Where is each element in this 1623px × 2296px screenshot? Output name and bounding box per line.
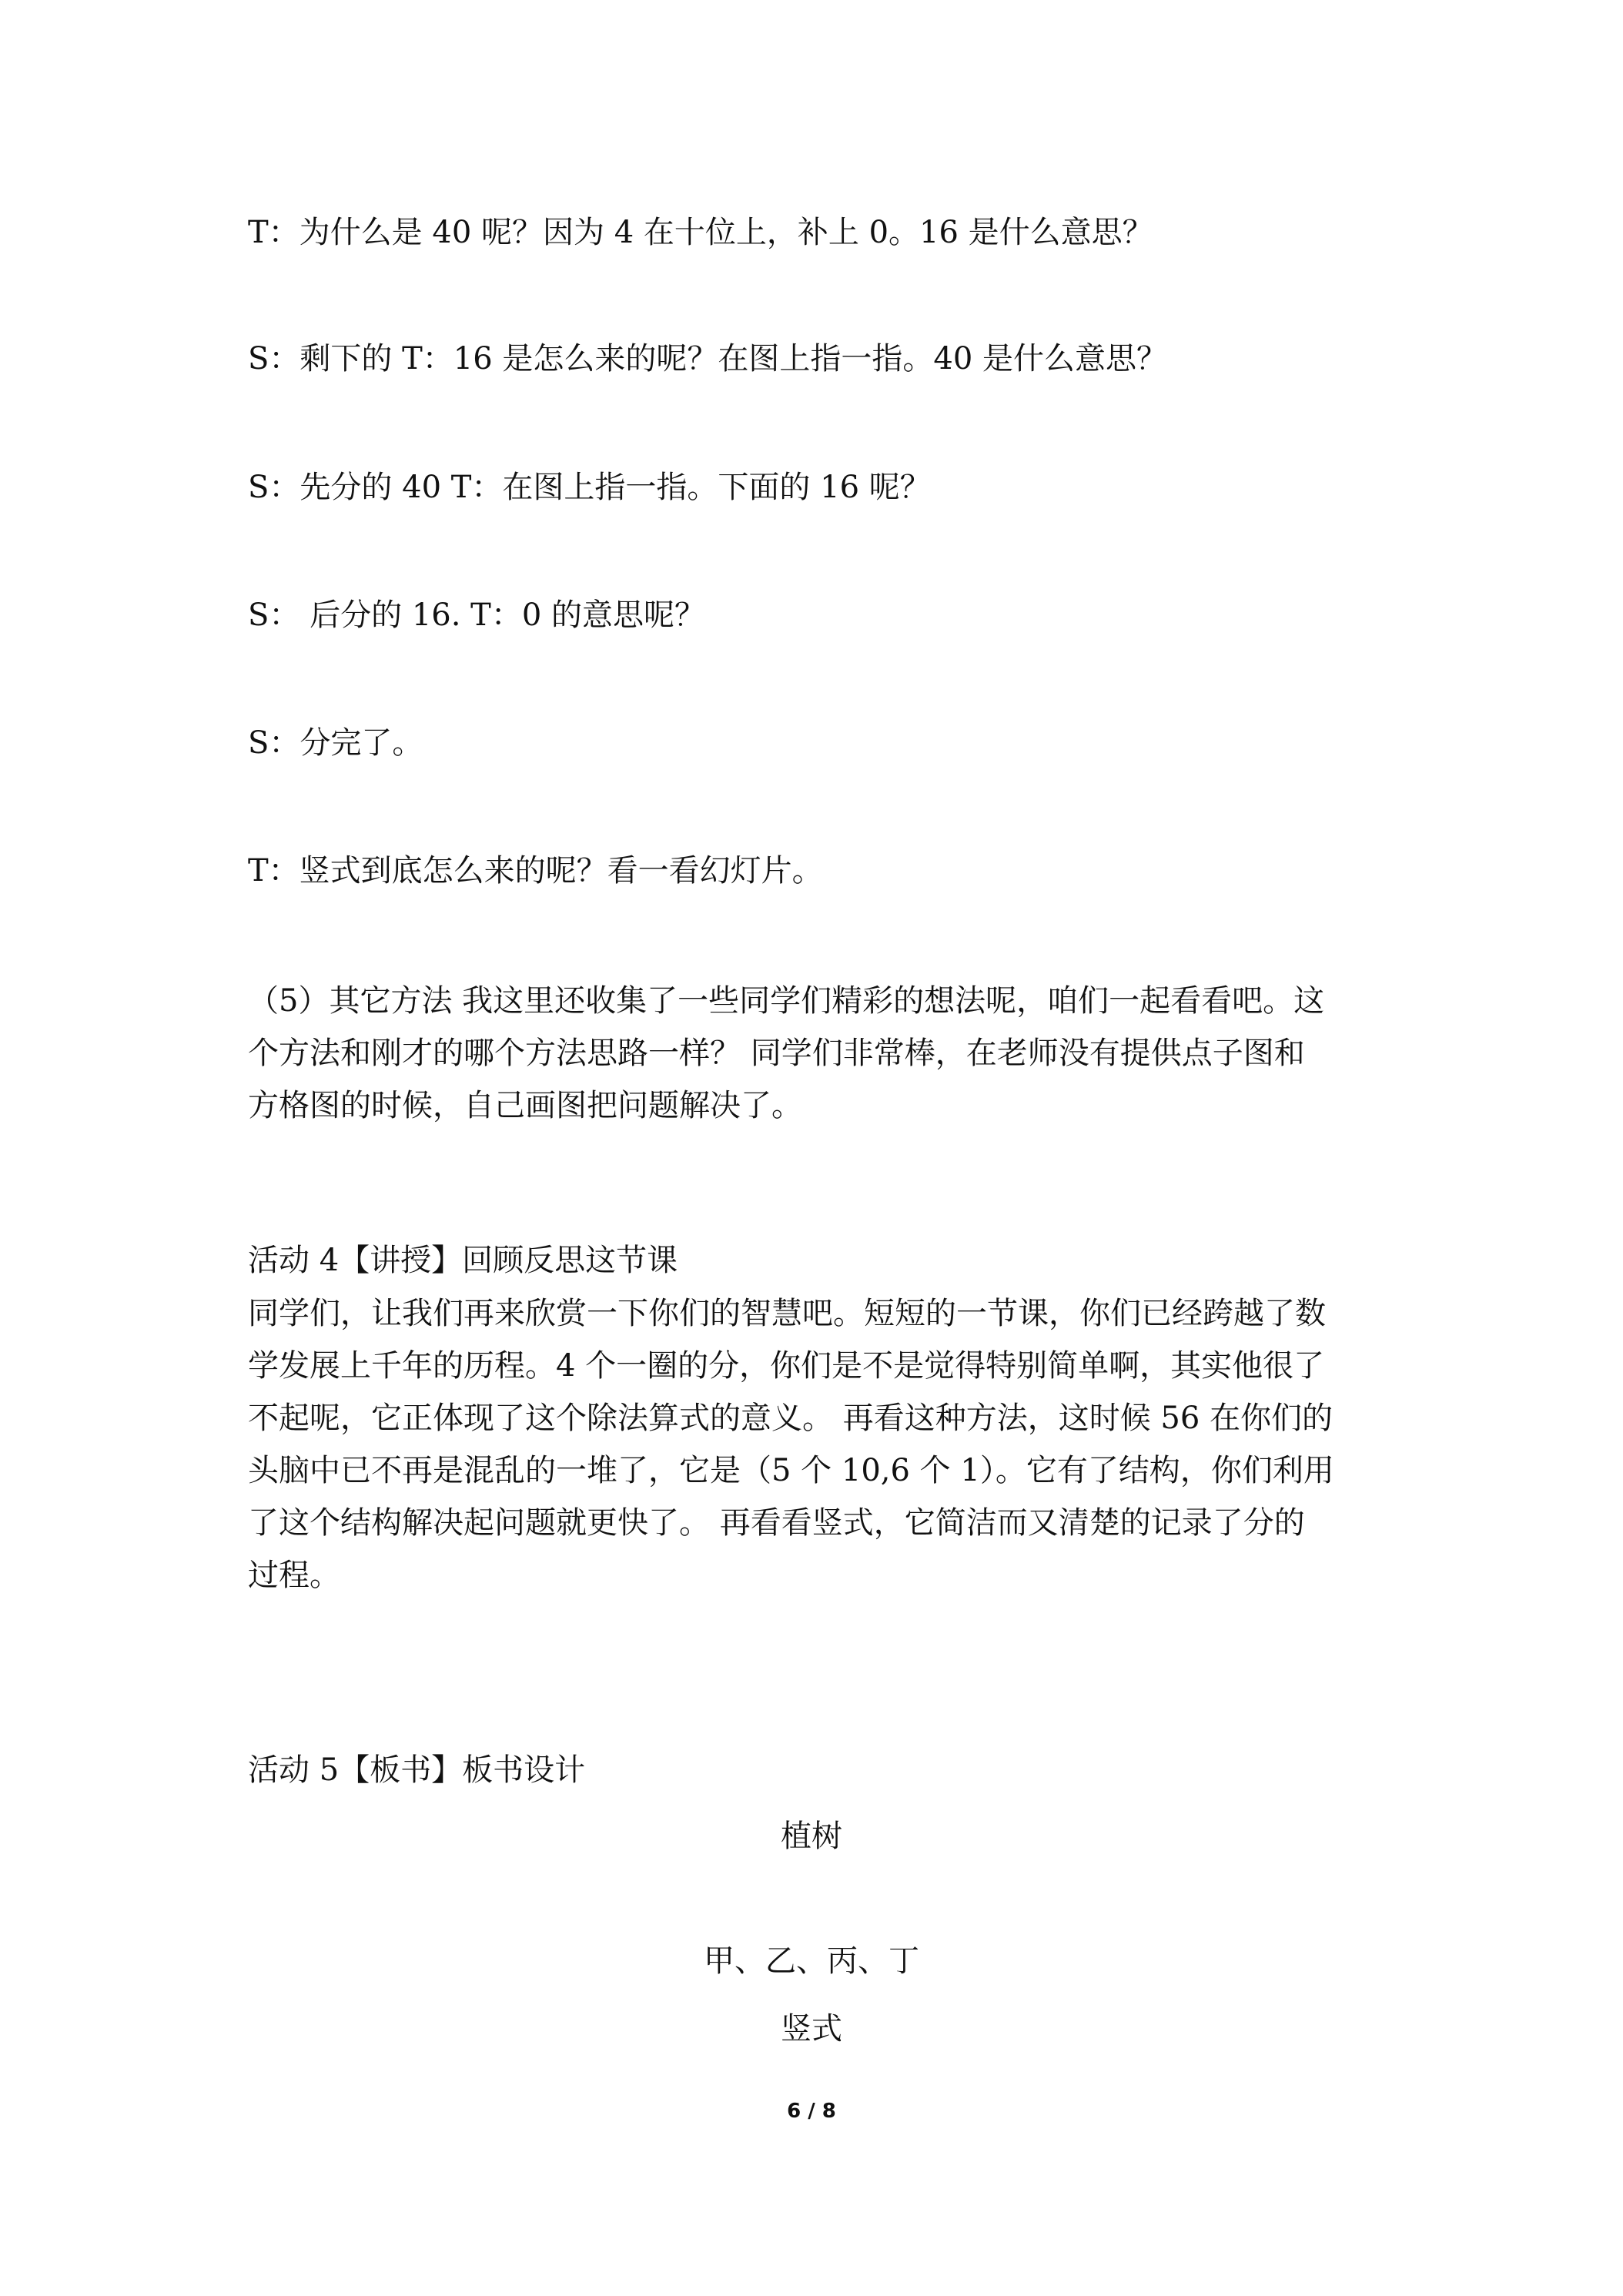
dialogue-line-5: S：分完了。	[248, 725, 423, 761]
activity4-line-5: 了这个结构解决起问题就更快了。 再看看竖式，它简洁而又清楚的记录了分的	[248, 1505, 1305, 1541]
dialogue-line-3: S：先分的 40 T：在图上指一指。下面的 16 呢？	[248, 470, 931, 505]
dialogue-line-4: S： 后分的 16. T：0 的意思呢？	[248, 597, 706, 633]
other-methods-line-1: （5）其它方法 我这里还收集了一些同学们精彩的想法呢，咱们一起看看吧。这	[248, 983, 1325, 1019]
board-method: 竖式	[781, 2011, 842, 2047]
other-methods-line-2: 个方法和刚才的哪个方法思路一样？ 同学们非常棒，在老师没有提供点子图和	[248, 1036, 1305, 1071]
dialogue-line-1: T：为什么是 40 呢？因为 4 在十位上，补上 0。16 是什么意思？	[248, 215, 1153, 250]
activity4-line-6: 过程。	[248, 1558, 340, 1593]
activity4-line-2: 学发展上千年的历程。4 个一圈的分，你们是不是觉得特别简单啊，其实他很了	[248, 1348, 1325, 1384]
activity4-title: 活动 4【讲授】回顾反思这节课	[248, 1243, 678, 1278]
other-methods-line-3: 方格图的时候，自己画图把问题解决了。	[248, 1088, 802, 1123]
activity4-line-4: 头脑中已不再是混乱的一堆了，它是（5 个 10,6 个 1）。它有了结构，你们利用	[248, 1453, 1334, 1488]
other-methods-paragraph	[248, 975, 1387, 1132]
activity4-line-3: 不起呢，它正体现了这个除法算式的意义。 再看这种方法，这时候 56 在你们的	[248, 1401, 1334, 1436]
activity5-title: 活动 5【板书】板书设计	[248, 1752, 586, 1788]
board-names: 甲、乙、丙、丁	[704, 1943, 919, 1979]
dialogue-line-6: T：竖式到底怎么来的呢？看一看幻灯片。	[248, 853, 823, 889]
board-heading: 植树	[781, 1819, 842, 1854]
activity4-line-1: 同学们，让我们再来欣赏一下你们的智慧吧。短短的一节课，你们已经跨越了数	[248, 1296, 1326, 1331]
activity4-paragraph	[248, 1287, 1387, 1602]
dialogue-line-2: S：剩下的 T：16 是怎么来的呢？在图上指一指。40 是什么意思？	[248, 341, 1168, 377]
page-number: 6 / 8	[787, 2100, 836, 2123]
